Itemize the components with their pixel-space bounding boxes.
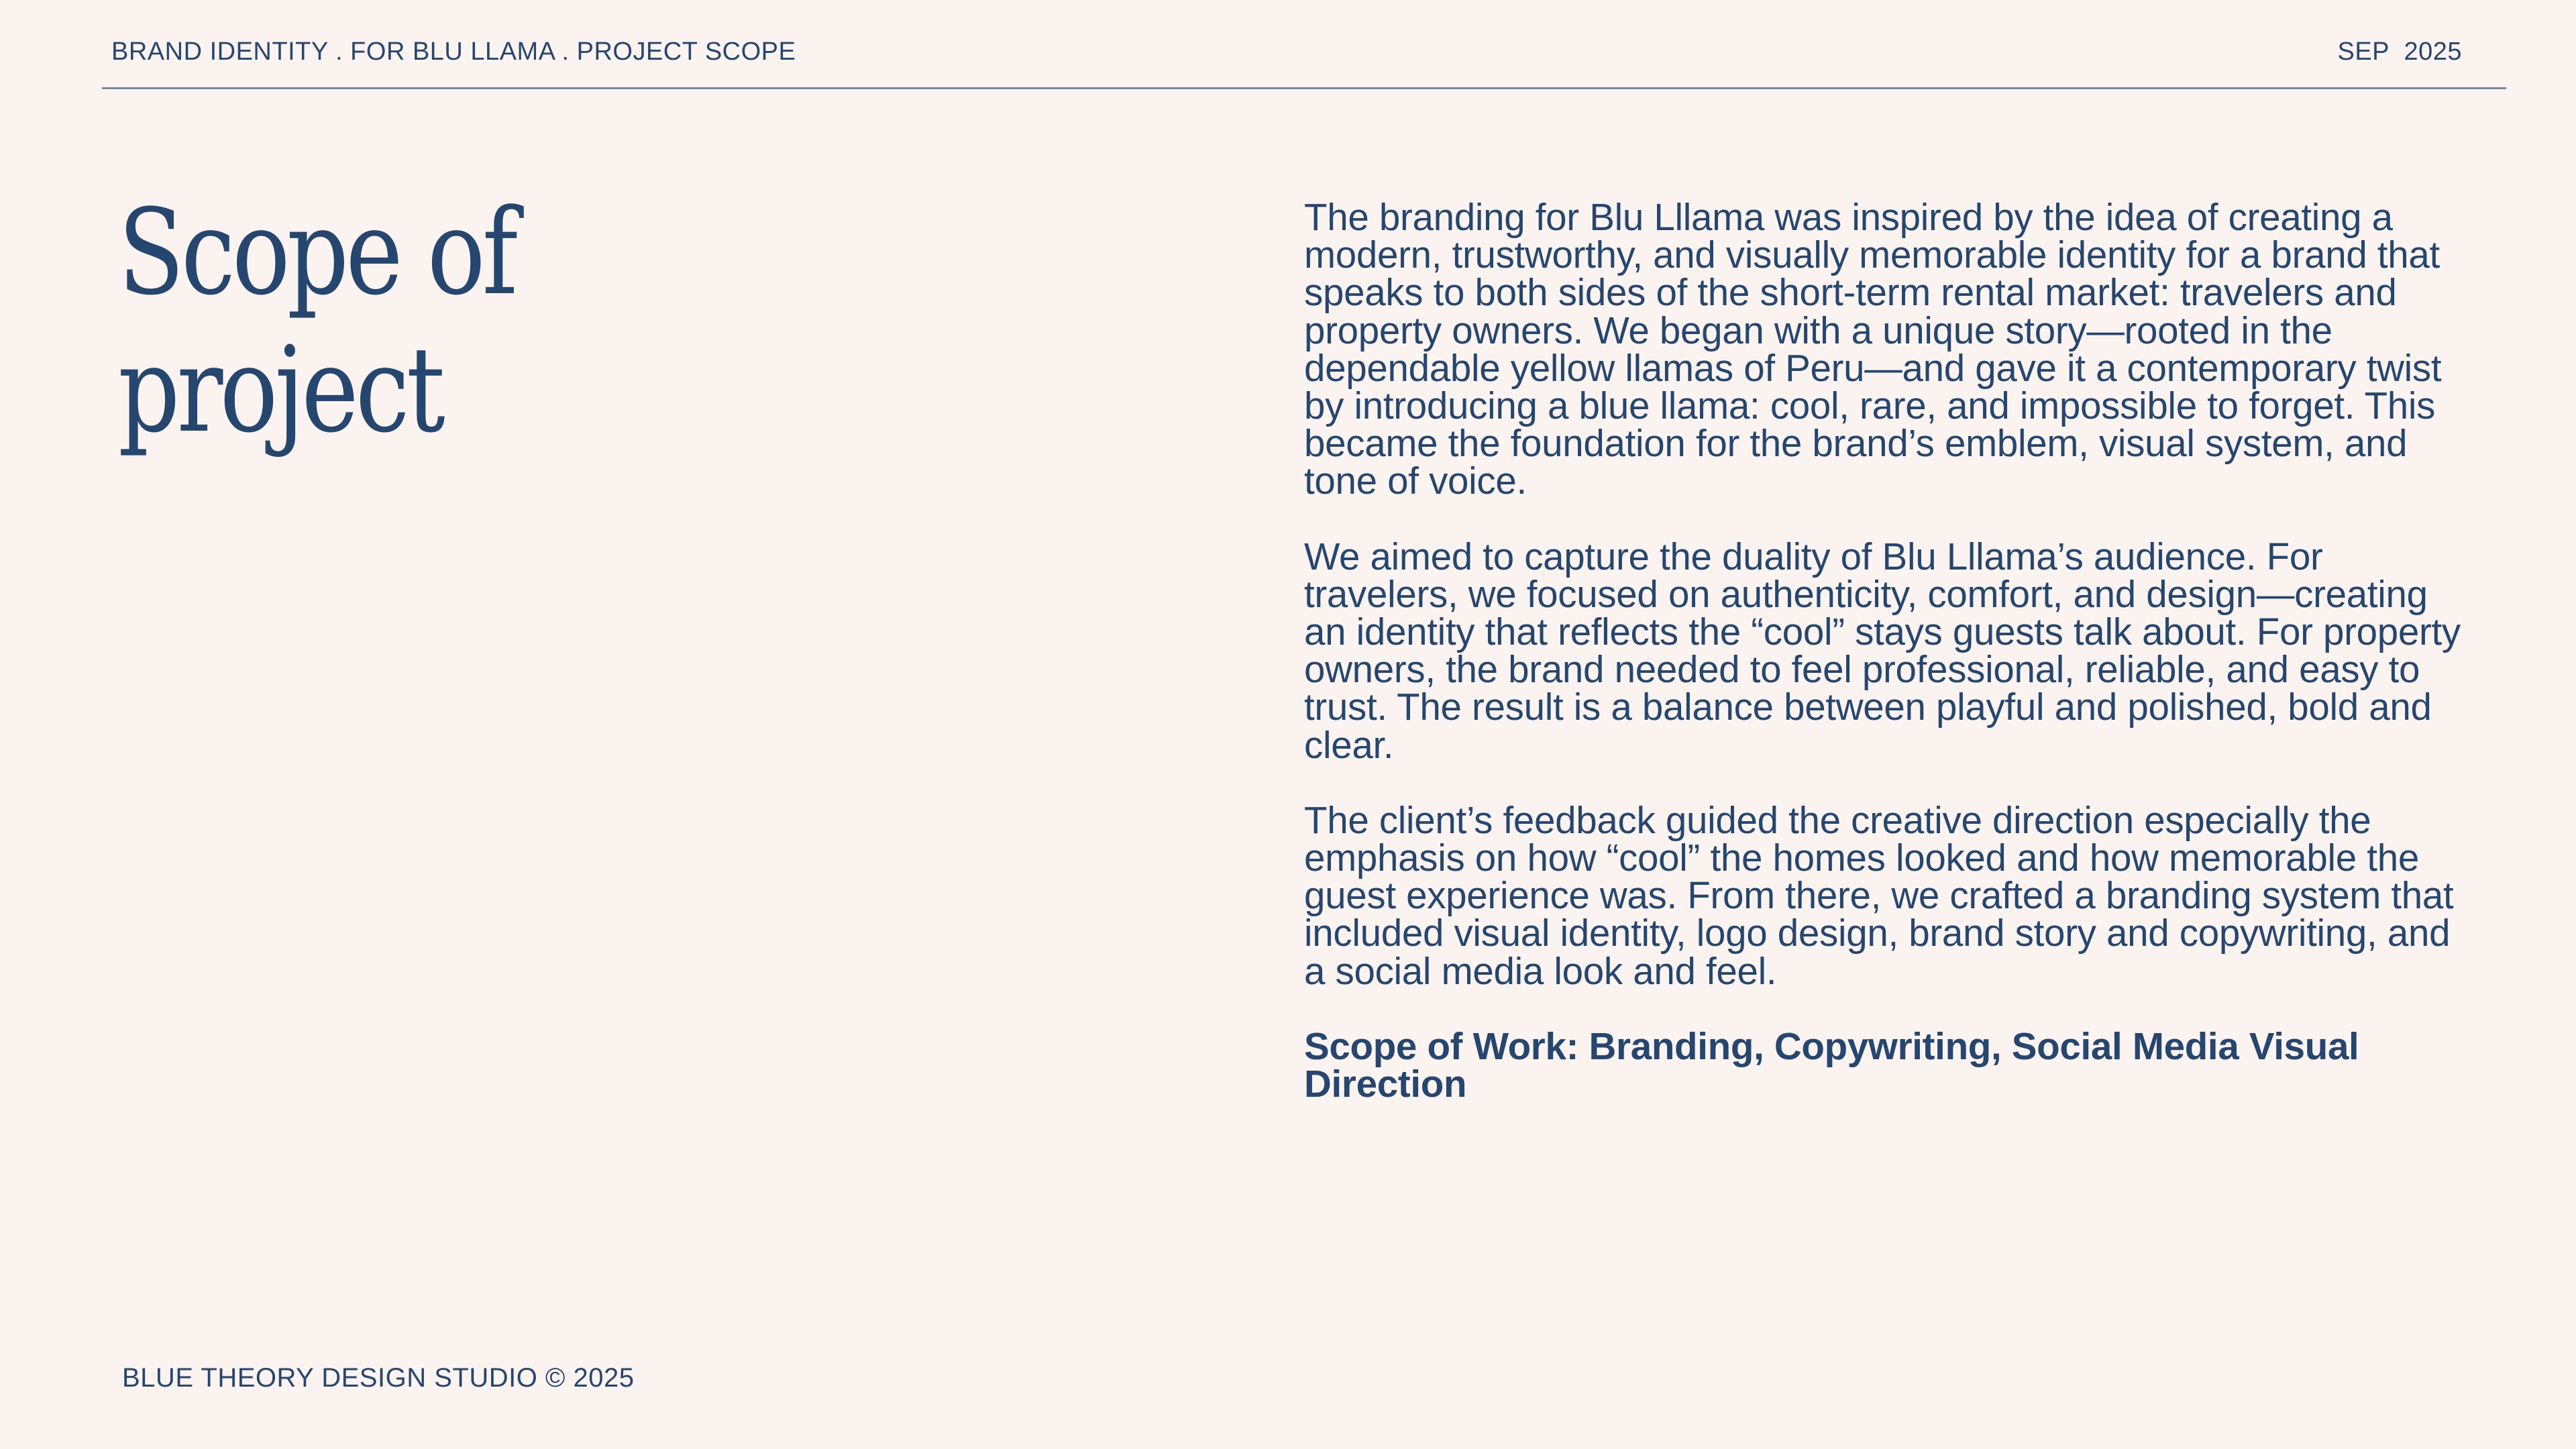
page-title	[118, 184, 515, 459]
header-divider	[102, 87, 2506, 89]
page-title-line-2: project	[118, 321, 442, 459]
paragraph-inspiration: The branding for Blu Lllama was inspired by the idea of creating a modern, trustworthy, and visually memorable identity for a brand that speaks to both sides of the short-term rental market: travelers and property owners. We began with a unique story—rooted in the dependable yellow llamas of Peru—and gave it a contemporary twist by introducing a blue llama: cool, rare, and impossible to forget. This became the foundation for the brand’s emblem, visual system, and tone of voice.	[1304, 196, 2442, 502]
page-header	[111, 38, 2462, 71]
page-title-line-1: Scope of	[118, 184, 515, 321]
paragraph-feedback: The client’s feedback guided the creative direction especially the emphasis on how “cool” the homes looked and how memorable the guest experience was. From there, we crafted a branding system that included visual identity, logo design, brand story and copywriting, and a social media look and feel.	[1304, 798, 2454, 992]
page-footer: BLUE THEORY DESIGN STUDIO © 2025	[122, 1363, 635, 1393]
body-copy	[1304, 196, 2465, 1106]
paragraph-audience: We aimed to capture the duality of Blu Lllama’s audience. For travelers, we focused on authenticity, comfort, and design—creating an identity that reflects the “cool” stays guests talk about. For property owners, the brand needed to feel professional, reliable, and easy to trust. The result is a balance between playful and polished, bold and clear.	[1304, 535, 2461, 766]
document-date: SEP 2025	[2337, 38, 2462, 66]
document-breadcrumb: BRAND IDENTITY . FOR BLU LLAMA . PROJECT SCOPE	[111, 38, 796, 66]
scope-of-work: Scope of Work: Branding, Copywriting, Social Media Visual Direction	[1304, 1024, 2359, 1106]
